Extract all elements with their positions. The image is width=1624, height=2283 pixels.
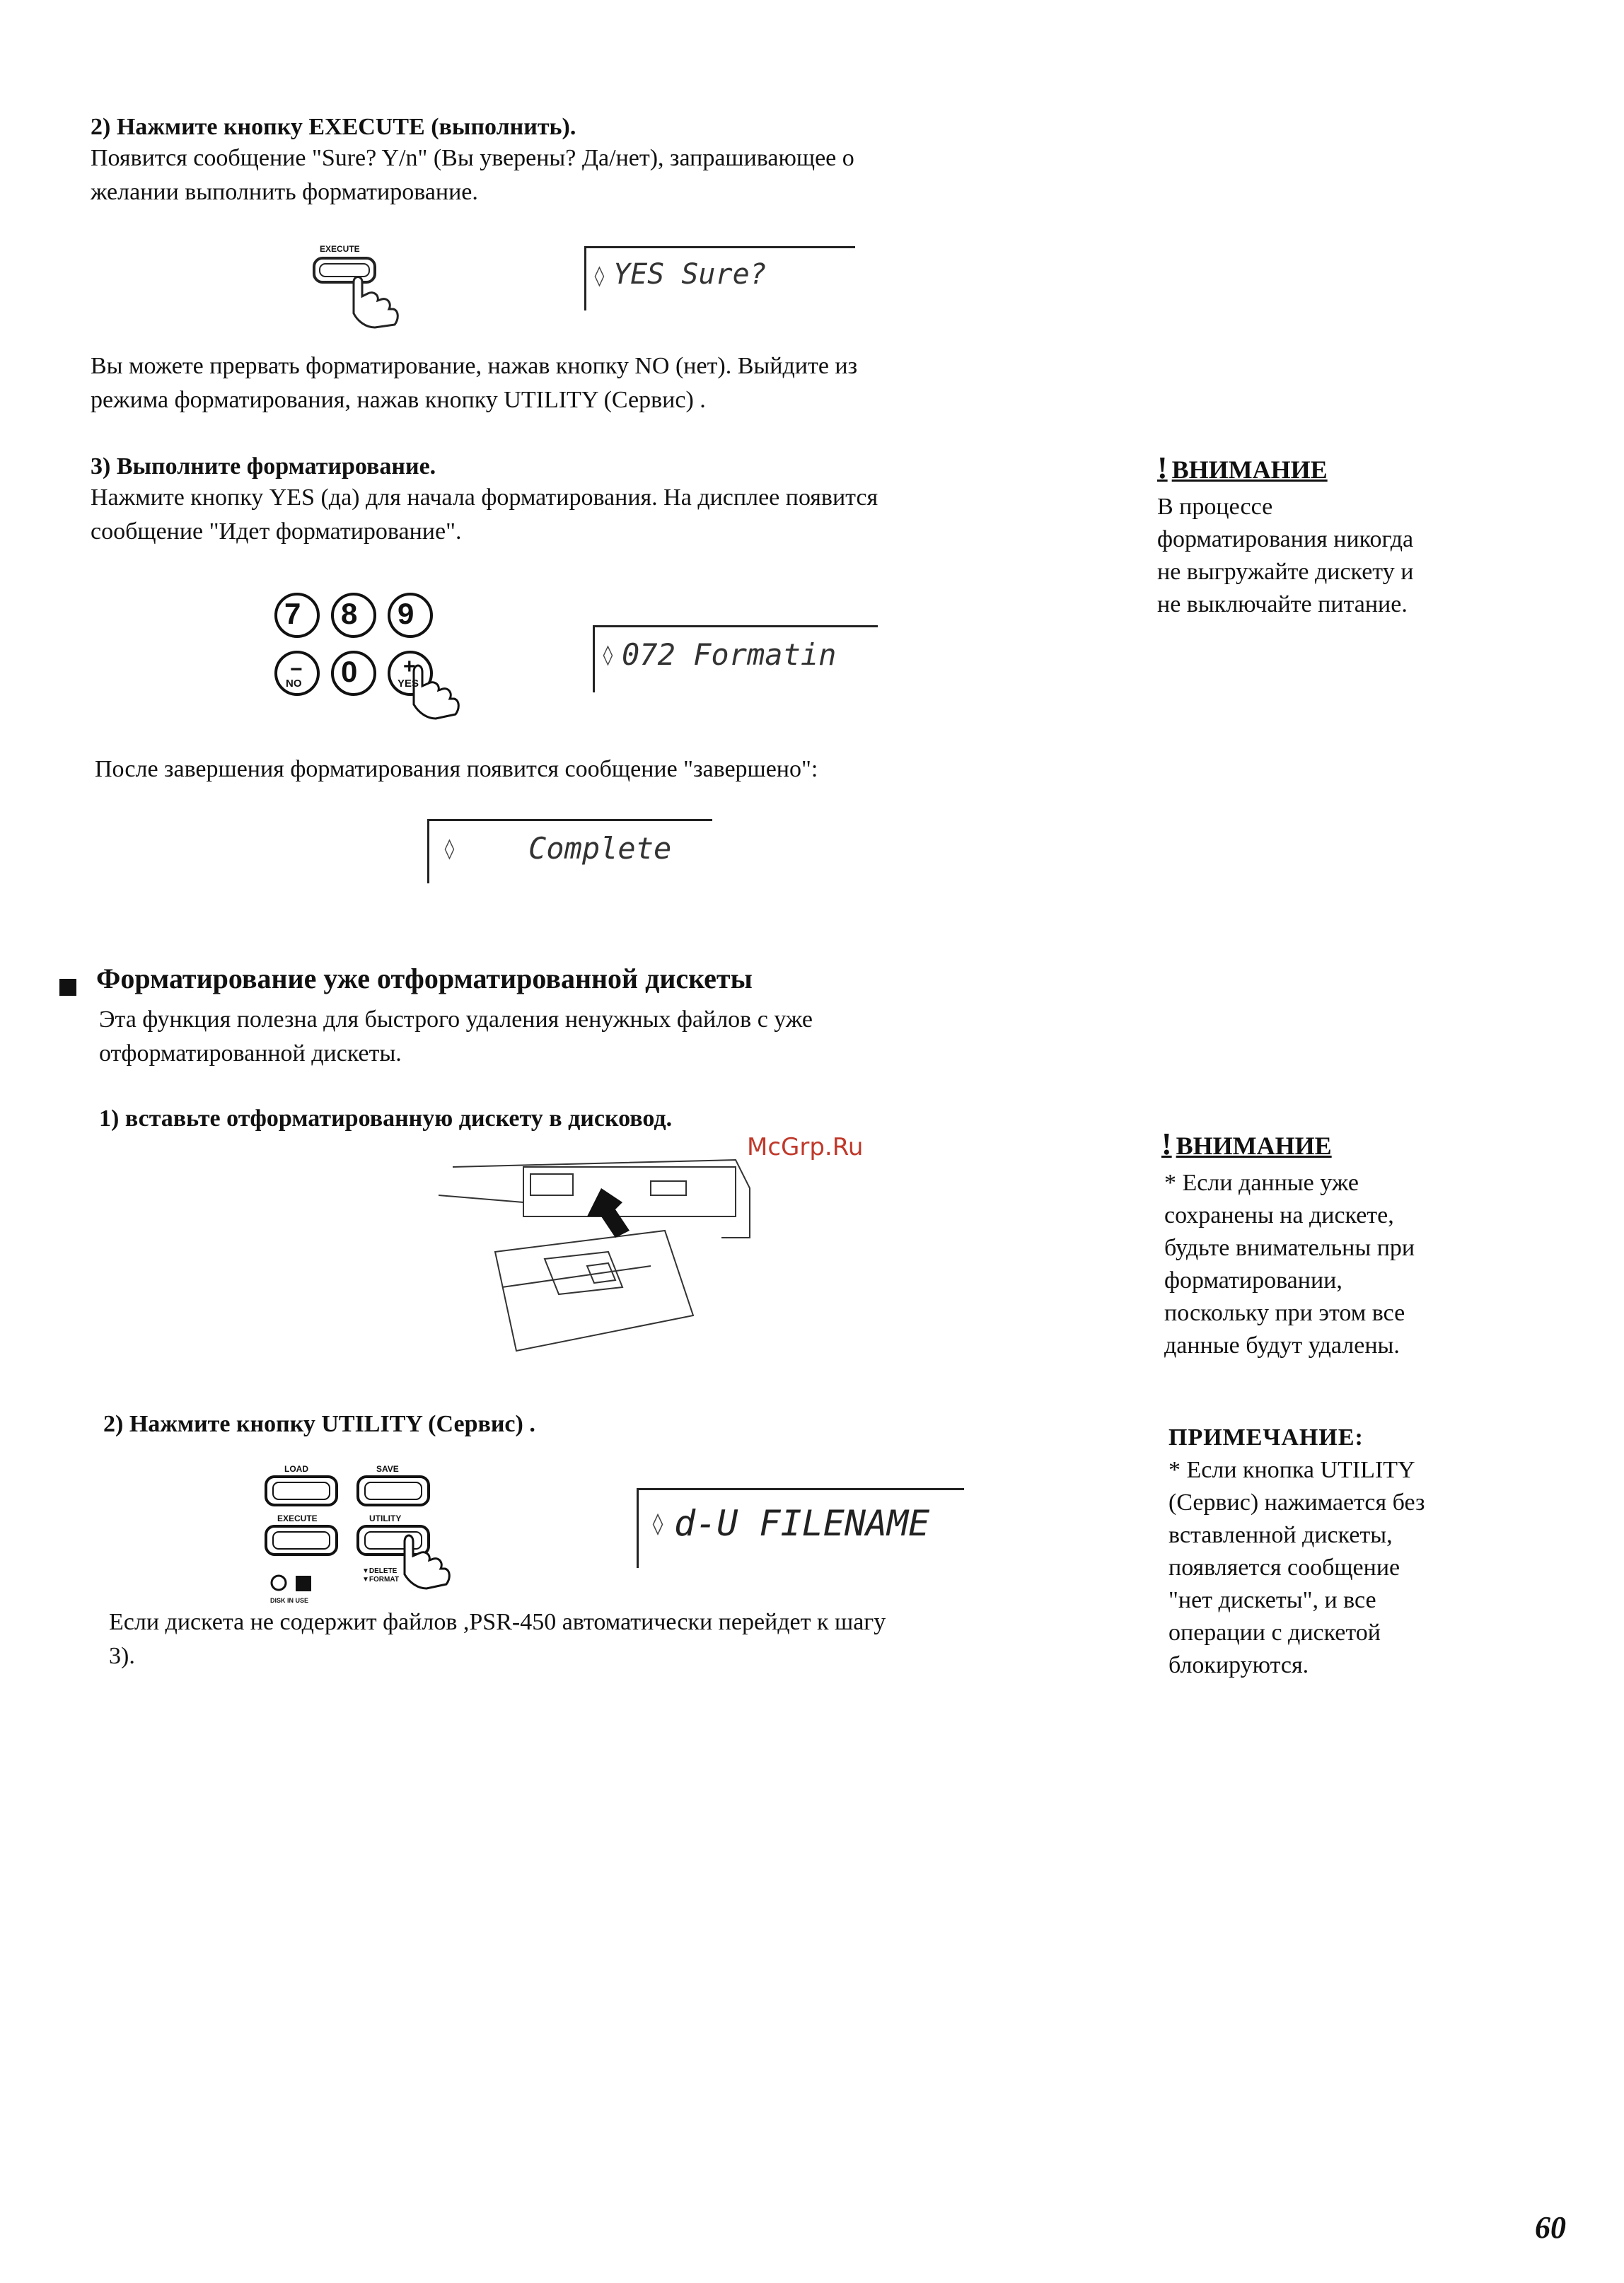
note-line6: операции с дискетой (1168, 1620, 1381, 1646)
note-line1: * Если кнопка UTILITY (1168, 1457, 1415, 1483)
lcd-filename-text: d-U FILENAME (674, 1503, 930, 1544)
note-line3: вставленной дискеты, (1168, 1522, 1393, 1548)
complete-line: После завершения форматирования появится сообщение "завершено": (95, 756, 818, 782)
pointing-hand-icon (405, 1535, 449, 1588)
lcd-sure-text: YES Sure? (613, 258, 767, 291)
keypad-svg (269, 587, 495, 743)
warning2-title (1161, 1126, 1332, 1162)
lcd-display-complete (427, 819, 712, 883)
key-0: 0 (341, 655, 358, 688)
pointing-hand-icon (414, 666, 458, 719)
warning2-title-text: ВНИМАНИЕ (1176, 1132, 1332, 1160)
warning2-line2: сохранены на дискете, (1164, 1202, 1394, 1228)
step3-format-line1: Нажмите кнопку YES (да) для начала форматирования. На дисплее появится (91, 484, 878, 511)
section-line2: отформатированной дискеты. (99, 1040, 402, 1067)
step2-execute-heading: 2) Нажмите кнопку EXECUTE (выполнить). (91, 114, 576, 140)
exclamation-icon: ! (1157, 451, 1168, 485)
lcd-cursor-icon: ◊ (593, 264, 605, 287)
keypad-illustration (269, 587, 495, 743)
key-no: NO (286, 678, 302, 690)
section-title: Форматирование уже отформатированной дискеты (96, 963, 753, 994)
note-line7: блокируются. (1168, 1652, 1309, 1678)
execute-label: EXECUTE (277, 1514, 318, 1523)
step2-utility-line2: 3). (109, 1643, 135, 1669)
warning1-line4: не выключайте питание. (1157, 591, 1408, 617)
note-line2: (Сервис) нажимается без (1168, 1489, 1425, 1516)
execute-button-illustration (311, 244, 424, 329)
warning1-title-text: ВНИМАНИЕ (1171, 455, 1328, 484)
page-number: 60 (1535, 2210, 1566, 2245)
watermark: McGrp.Ru (747, 1133, 864, 1161)
note-line4: появляется сообщение (1168, 1555, 1400, 1581)
lcd-display-formatting (593, 625, 878, 692)
section-bullet-icon (59, 979, 76, 996)
note-line5: "нет дискеты", и все (1168, 1587, 1376, 1613)
lcd-cursor-icon: ◊ (602, 643, 614, 666)
warning2-line6: данные будут удалены. (1164, 1332, 1400, 1359)
disk-led-icon (272, 1576, 286, 1590)
minus-icon: − (290, 658, 303, 681)
step2-execute-line2: желании выполнить форматирование. (91, 179, 478, 205)
save-label: SAVE (376, 1464, 399, 1474)
key-9: 9 (398, 597, 414, 630)
cancel-line1: Вы можете прервать форматирование, нажав кнопку NO (нет). Выйдите из (91, 353, 858, 379)
lcd-formatting-text: 072 Formatin (622, 637, 837, 672)
step1-insert-heading: 1) вставьте отформатированную дискету в дисковод. (99, 1105, 673, 1132)
utility-label: UTILITY (369, 1514, 402, 1523)
pointing-hand-icon (311, 254, 424, 329)
plus-icon: + (403, 655, 416, 678)
warning1-line1: В процессе (1157, 494, 1273, 520)
execute-label: EXECUTE (320, 244, 360, 254)
exclamation-icon: ! (1161, 1127, 1172, 1161)
warning2-line3: будьте внимательны при (1164, 1235, 1415, 1261)
lcd-cursor-icon: ◊ (443, 837, 456, 860)
floppy-insert-illustration (439, 1146, 764, 1386)
format-label: ▼FORMAT (362, 1576, 399, 1584)
disk-icon (296, 1576, 311, 1591)
load-label: LOAD (284, 1464, 308, 1474)
section-line1: Эта функция полезна для быстрого удаления ненужных файлов с уже (99, 1006, 813, 1033)
warning2-line4: форматировании, (1164, 1267, 1342, 1294)
key-yes: YES (398, 678, 419, 690)
cancel-line2: режима форматирования, нажав кнопку UTILITY (Сервис) . (91, 387, 706, 413)
lcd-display-sure (584, 246, 855, 310)
step2-utility-heading: 2) Нажмите кнопку UTILITY (Сервис) . (103, 1411, 535, 1437)
disk-in-use-label: DISK IN USE (270, 1597, 309, 1604)
lcd-display-filename (637, 1488, 964, 1568)
panel-svg (263, 1464, 489, 1613)
insert-arrow-icon (587, 1188, 630, 1238)
warning2-line5: поскольку при этом все (1164, 1300, 1405, 1326)
note-title: ПРИМЕЧАНИЕ: (1168, 1424, 1364, 1451)
warning2-line1: * Если данные уже (1164, 1170, 1359, 1196)
utility-panel-illustration (263, 1464, 489, 1613)
step3-format-heading: 3) Выполните форматирование. (91, 453, 436, 480)
warning1-line3: не выгружайте дискету и (1157, 559, 1414, 585)
key-8: 8 (341, 597, 358, 630)
warning1-title (1157, 450, 1328, 486)
lcd-cursor-icon: ◊ (651, 1511, 665, 1536)
delete-label: ▼DELETE (362, 1567, 398, 1575)
key-7: 7 (284, 597, 301, 630)
step2-utility-line1: Если дискета не содержит файлов ,PSR-450 автоматически перейдет к шагу (109, 1609, 886, 1635)
warning1-line2: форматирования никогда (1157, 526, 1414, 552)
step3-format-line2: сообщение "Идет форматирование". (91, 518, 462, 545)
step2-execute-line1: Появится сообщение "Sure? Y/n" (Вы уверены? Да/нет), запрашивающее о (91, 145, 854, 171)
lcd-complete-text: Complete (528, 831, 672, 866)
